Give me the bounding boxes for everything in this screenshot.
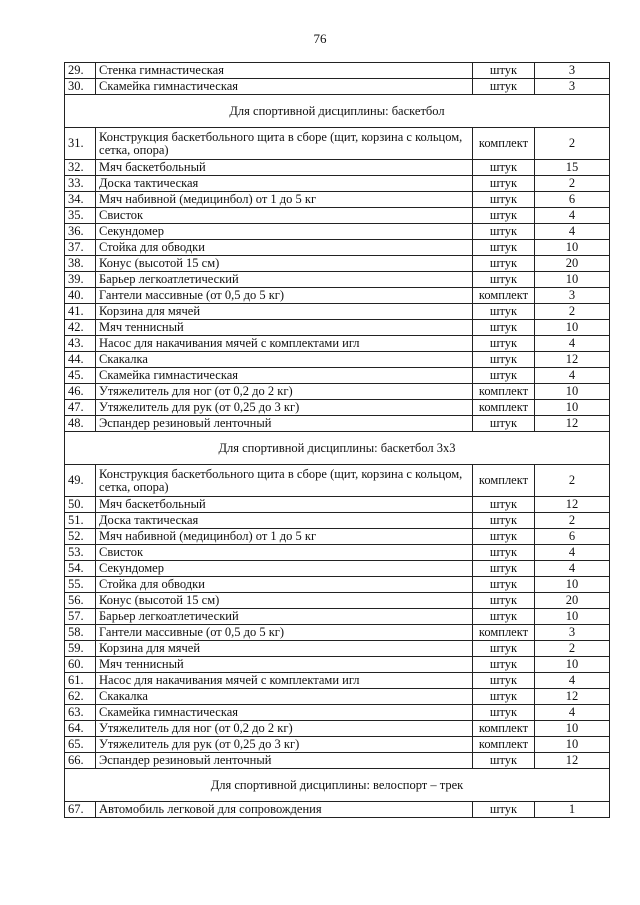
item-number-cell: 43.: [65, 336, 96, 352]
section-header-row: [65, 769, 610, 802]
unit-cell: комплект: [473, 384, 535, 400]
item-number-cell: 32.: [65, 160, 96, 176]
quantity-cell: 20: [535, 256, 610, 272]
quantity-cell: 10: [535, 240, 610, 256]
quantity-cell: 3: [535, 79, 610, 95]
item-name-cell: Секундомер: [96, 561, 473, 577]
item-name-cell: Гантели массивные (от 0,5 до 5 кг): [96, 288, 473, 304]
item-name-cell: Эспандер резиновый ленточный: [96, 753, 473, 769]
table-row: [65, 625, 610, 641]
unit-cell: комплект: [473, 465, 535, 497]
item-number-cell: 29.: [65, 63, 96, 79]
unit-cell: штук: [473, 256, 535, 272]
unit-cell: штук: [473, 63, 535, 79]
item-name-cell: Корзина для мячей: [96, 304, 473, 320]
quantity-cell: 15: [535, 160, 610, 176]
item-name-cell: Секундомер: [96, 224, 473, 240]
quantity-cell: 10: [535, 577, 610, 593]
quantity-cell: 12: [535, 689, 610, 705]
item-name-cell: Конус (высотой 15 см): [96, 593, 473, 609]
table-row: [65, 79, 610, 95]
unit-cell: штук: [473, 753, 535, 769]
unit-cell: штук: [473, 368, 535, 384]
item-number-cell: 48.: [65, 416, 96, 432]
table-row: [65, 721, 610, 737]
quantity-cell: 2: [535, 513, 610, 529]
section-title: Для спортивной дисциплины: баскетбол: [65, 95, 610, 128]
table-row: [65, 176, 610, 192]
item-number-cell: 52.: [65, 529, 96, 545]
quantity-cell: 2: [535, 176, 610, 192]
quantity-cell: 10: [535, 320, 610, 336]
table-row: [65, 561, 610, 577]
item-number-cell: 46.: [65, 384, 96, 400]
quantity-cell: 20: [535, 593, 610, 609]
unit-cell: комплект: [473, 737, 535, 753]
table-row: [65, 384, 610, 400]
unit-cell: штук: [473, 802, 535, 818]
item-name-cell: Насос для накачивания мячей с комплектами игл: [96, 673, 473, 689]
item-number-cell: 54.: [65, 561, 96, 577]
table-row: [65, 288, 610, 304]
item-number-cell: 31.: [65, 128, 96, 160]
section-header-row: [65, 95, 610, 128]
item-name-cell: Утяжелитель для рук (от 0,25 до 3 кг): [96, 400, 473, 416]
unit-cell: комплект: [473, 721, 535, 737]
unit-cell: комплект: [473, 400, 535, 416]
unit-cell: штук: [473, 609, 535, 625]
table-row: [65, 368, 610, 384]
quantity-cell: 4: [535, 208, 610, 224]
page-number: 76: [313, 31, 327, 46]
quantity-cell: 10: [535, 737, 610, 753]
item-number-cell: 60.: [65, 657, 96, 673]
item-number-cell: 30.: [65, 79, 96, 95]
table-row: [65, 63, 610, 79]
quantity-cell: 12: [535, 416, 610, 432]
unit-cell: штук: [473, 529, 535, 545]
quantity-cell: 10: [535, 384, 610, 400]
table-row: [65, 737, 610, 753]
quantity-cell: 10: [535, 609, 610, 625]
unit-cell: штук: [473, 593, 535, 609]
item-number-cell: 38.: [65, 256, 96, 272]
item-number-cell: 59.: [65, 641, 96, 657]
quantity-cell: 2: [535, 304, 610, 320]
table-row: [65, 577, 610, 593]
section-header-row: [65, 432, 610, 465]
quantity-cell: 2: [535, 128, 610, 160]
unit-cell: штук: [473, 192, 535, 208]
unit-cell: штук: [473, 352, 535, 368]
quantity-cell: 4: [535, 561, 610, 577]
unit-cell: штук: [473, 545, 535, 561]
quantity-cell: 12: [535, 352, 610, 368]
item-number-cell: 64.: [65, 721, 96, 737]
table-row: [65, 641, 610, 657]
quantity-cell: 3: [535, 625, 610, 641]
unit-cell: штук: [473, 673, 535, 689]
quantity-cell: 2: [535, 641, 610, 657]
item-name-cell: Мяч теннисный: [96, 320, 473, 336]
item-name-cell: Скакалка: [96, 689, 473, 705]
table-row: [65, 352, 610, 368]
table-row: [65, 416, 610, 432]
table-row: [65, 689, 610, 705]
item-name-cell: Насос для накачивания мячей с комплектами игл: [96, 336, 473, 352]
unit-cell: штук: [473, 224, 535, 240]
item-name-cell: Мяч баскетбольный: [96, 160, 473, 176]
quantity-cell: 3: [535, 288, 610, 304]
item-number-cell: 42.: [65, 320, 96, 336]
item-number-cell: 49.: [65, 465, 96, 497]
unit-cell: штук: [473, 577, 535, 593]
quantity-cell: 6: [535, 192, 610, 208]
quantity-cell: 12: [535, 753, 610, 769]
item-number-cell: 53.: [65, 545, 96, 561]
table-row: [65, 545, 610, 561]
item-name-cell: Мяч набивной (медицинбол) от 1 до 5 кг: [96, 192, 473, 208]
item-number-cell: 33.: [65, 176, 96, 192]
item-number-cell: 66.: [65, 753, 96, 769]
table-row: [65, 513, 610, 529]
item-number-cell: 35.: [65, 208, 96, 224]
item-name-cell: Мяч набивной (медицинбол) от 1 до 5 кг: [96, 529, 473, 545]
table-row: [65, 529, 610, 545]
item-name-cell: Барьер легкоатлетический: [96, 609, 473, 625]
item-name-cell: Корзина для мячей: [96, 641, 473, 657]
quantity-cell: 10: [535, 721, 610, 737]
unit-cell: штук: [473, 240, 535, 256]
item-name-cell: Гантели массивные (от 0,5 до 5 кг): [96, 625, 473, 641]
item-name-cell: Стойка для обводки: [96, 240, 473, 256]
item-name-cell: Эспандер резиновый ленточный: [96, 416, 473, 432]
item-name-cell: Конструкция баскетбольного щита в сборе (щит, корзина с кольцом, сетка, опора): [96, 128, 473, 160]
unit-cell: штук: [473, 657, 535, 673]
quantity-cell: 4: [535, 224, 610, 240]
item-name-cell: Стенка гимнастическая: [96, 63, 473, 79]
unit-cell: штук: [473, 336, 535, 352]
table-row: [65, 240, 610, 256]
unit-cell: штук: [473, 689, 535, 705]
item-name-cell: Скамейка гимнастическая: [96, 368, 473, 384]
item-name-cell: Скамейка гимнастическая: [96, 705, 473, 721]
quantity-cell: 2: [535, 465, 610, 497]
quantity-cell: 12: [535, 497, 610, 513]
item-number-cell: 50.: [65, 497, 96, 513]
item-name-cell: Скамейка гимнастическая: [96, 79, 473, 95]
item-number-cell: 55.: [65, 577, 96, 593]
item-number-cell: 34.: [65, 192, 96, 208]
item-name-cell: Стойка для обводки: [96, 577, 473, 593]
equipment-table-body: [65, 63, 610, 818]
table-row: [65, 128, 610, 160]
table-row: [65, 208, 610, 224]
quantity-cell: 4: [535, 368, 610, 384]
table-row: [65, 304, 610, 320]
item-number-cell: 51.: [65, 513, 96, 529]
table-row: [65, 224, 610, 240]
item-number-cell: 37.: [65, 240, 96, 256]
item-name-cell: Мяч теннисный: [96, 657, 473, 673]
item-number-cell: 65.: [65, 737, 96, 753]
item-name-cell: Конус (высотой 15 см): [96, 256, 473, 272]
table-row: [65, 673, 610, 689]
quantity-cell: 10: [535, 657, 610, 673]
item-number-cell: 47.: [65, 400, 96, 416]
unit-cell: штук: [473, 641, 535, 657]
item-number-cell: 41.: [65, 304, 96, 320]
item-number-cell: 40.: [65, 288, 96, 304]
quantity-cell: 3: [535, 63, 610, 79]
item-name-cell: Утяжелитель для рук (от 0,25 до 3 кг): [96, 737, 473, 753]
quantity-cell: 10: [535, 400, 610, 416]
unit-cell: штук: [473, 79, 535, 95]
table-row: [65, 705, 610, 721]
table-row: [65, 256, 610, 272]
item-name-cell: Мяч баскетбольный: [96, 497, 473, 513]
quantity-cell: 6: [535, 529, 610, 545]
equipment-table: [64, 62, 610, 818]
unit-cell: штук: [473, 208, 535, 224]
item-number-cell: 57.: [65, 609, 96, 625]
unit-cell: штук: [473, 497, 535, 513]
table-row: [65, 336, 610, 352]
item-number-cell: 61.: [65, 673, 96, 689]
item-name-cell: Конструкция баскетбольного щита в сборе (щит, корзина с кольцом, сетка, опора): [96, 465, 473, 497]
quantity-cell: 1: [535, 802, 610, 818]
unit-cell: штук: [473, 320, 535, 336]
unit-cell: штук: [473, 561, 535, 577]
item-name-cell: Автомобиль легковой для сопровождения: [96, 802, 473, 818]
item-number-cell: 63.: [65, 705, 96, 721]
item-name-cell: Свисток: [96, 208, 473, 224]
item-number-cell: 58.: [65, 625, 96, 641]
table-row: [65, 400, 610, 416]
table-row: [65, 753, 610, 769]
table-row: [65, 320, 610, 336]
item-number-cell: 62.: [65, 689, 96, 705]
unit-cell: штук: [473, 272, 535, 288]
table-row: [65, 593, 610, 609]
unit-cell: комплект: [473, 288, 535, 304]
quantity-cell: 10: [535, 272, 610, 288]
item-number-cell: 36.: [65, 224, 96, 240]
table-row: [65, 802, 610, 818]
quantity-cell: 4: [535, 705, 610, 721]
item-name-cell: Утяжелитель для ног (от 0,2 до 2 кг): [96, 384, 473, 400]
item-number-cell: 56.: [65, 593, 96, 609]
section-title: Для спортивной дисциплины: велоспорт – трек: [65, 769, 610, 802]
section-title: Для спортивной дисциплины: баскетбол 3x3: [65, 432, 610, 465]
table-row: [65, 497, 610, 513]
item-number-cell: 67.: [65, 802, 96, 818]
table-row: [65, 465, 610, 497]
unit-cell: штук: [473, 176, 535, 192]
table-row: [65, 657, 610, 673]
unit-cell: комплект: [473, 625, 535, 641]
item-name-cell: Скакалка: [96, 352, 473, 368]
unit-cell: комплект: [473, 128, 535, 160]
unit-cell: штук: [473, 416, 535, 432]
item-number-cell: 45.: [65, 368, 96, 384]
item-name-cell: Доска тактическая: [96, 513, 473, 529]
table-row: [65, 160, 610, 176]
item-number-cell: 39.: [65, 272, 96, 288]
item-name-cell: Барьер легкоатлетический: [96, 272, 473, 288]
item-name-cell: Доска тактическая: [96, 176, 473, 192]
unit-cell: штук: [473, 513, 535, 529]
unit-cell: штук: [473, 160, 535, 176]
item-number-cell: 44.: [65, 352, 96, 368]
unit-cell: штук: [473, 705, 535, 721]
table-row: [65, 272, 610, 288]
quantity-cell: 4: [535, 336, 610, 352]
quantity-cell: 4: [535, 545, 610, 561]
table-row: [65, 192, 610, 208]
unit-cell: штук: [473, 304, 535, 320]
quantity-cell: 4: [535, 673, 610, 689]
item-name-cell: Свисток: [96, 545, 473, 561]
item-name-cell: Утяжелитель для ног (от 0,2 до 2 кг): [96, 721, 473, 737]
table-row: [65, 609, 610, 625]
